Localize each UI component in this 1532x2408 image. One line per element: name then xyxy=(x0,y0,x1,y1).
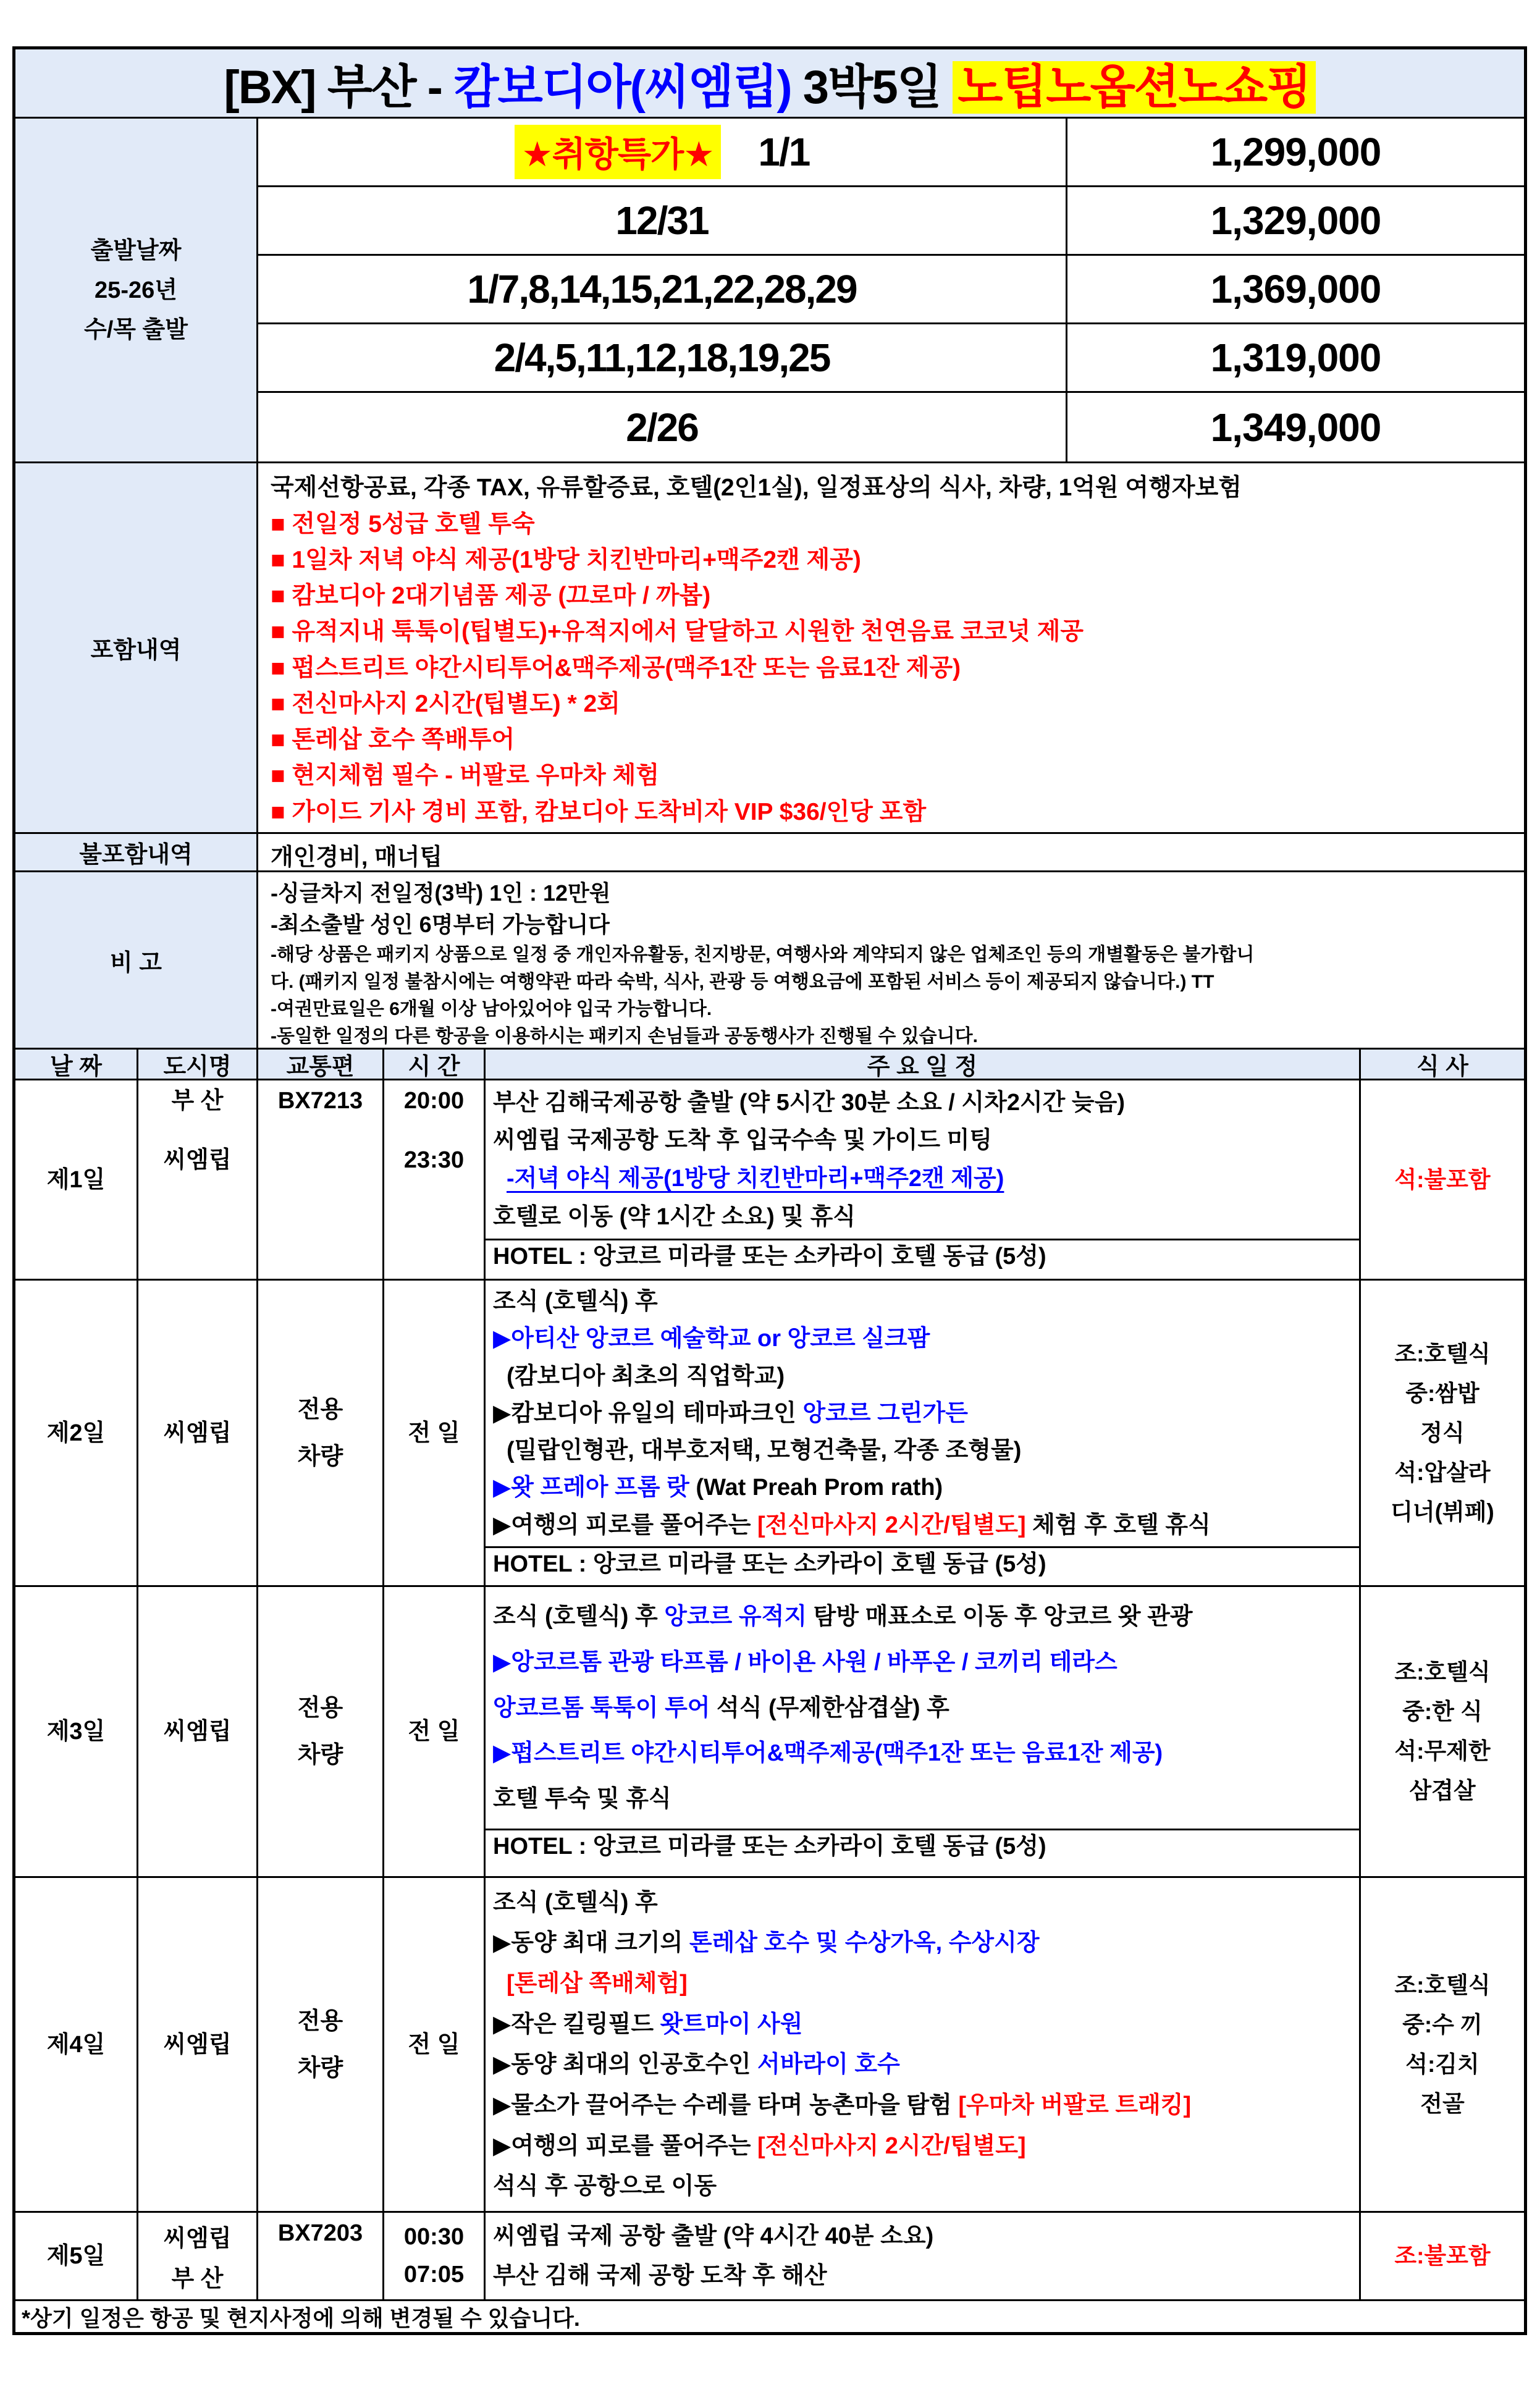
text-segment: ▶작은 킬링필드 xyxy=(493,2011,660,2037)
text-segment: ■ 전일정 5성급 호텔 투숙 xyxy=(271,510,535,537)
meal-cell xyxy=(1361,1587,1524,1876)
text-line xyxy=(404,1143,464,1177)
text-line xyxy=(224,49,1315,117)
text-line xyxy=(1409,1771,1475,1811)
day-label: 제3일 xyxy=(15,1587,138,1876)
departure-dates: 2/26 xyxy=(626,405,698,450)
text-line xyxy=(298,1394,343,1425)
meal-cell xyxy=(1361,1080,1524,1279)
document-title xyxy=(15,49,1524,119)
text-line xyxy=(298,1740,343,1770)
text-segment: -해당 상품은 패키지 상품으로 일정 중 개인자유활동, 친지방문, 여행사와 계약되지 않은 업체조인 등의 개별활동은 불가합니 xyxy=(271,945,1255,965)
text-segment: [톤레삽 쪽배체험] xyxy=(507,1970,688,1997)
time-cell xyxy=(384,2213,486,2299)
text-line xyxy=(258,966,1518,993)
text-segment: ▶ xyxy=(493,1475,511,1501)
text-line xyxy=(1402,2005,1483,2045)
text-segment: HOTEL : 앙코르 미라클 또는 소카라이 호텔 동급 (5성) xyxy=(493,1244,1046,1270)
text-segment: 부 산 xyxy=(171,2266,224,2292)
document-table xyxy=(12,46,1527,2335)
meal-cell xyxy=(1361,1281,1524,1585)
text-line xyxy=(1402,1692,1483,1732)
text-segment: 아티산 앙코르 예술학교 or 앙코르 실크팜 xyxy=(511,1326,930,1352)
included-content xyxy=(258,463,1524,832)
remarks-row xyxy=(15,872,1524,1050)
departure-date-cell xyxy=(258,119,1067,185)
text-segment: 탐방 매표소로 이동 후 앙코르 왓 관광 xyxy=(807,1603,1193,1630)
text-segment: 씨엠립 국제공항 도착 후 입국수속 및 가이드 미팅 xyxy=(493,1127,993,1154)
text-segment: 부산 김해 국제 공항 도착 후 해산 xyxy=(493,2263,827,2289)
text-line xyxy=(486,1087,1359,1119)
included-label: 포함내역 xyxy=(15,463,258,832)
text-line xyxy=(163,1716,231,1747)
time-cell xyxy=(384,1878,486,2211)
text-line xyxy=(258,720,1518,755)
text-segment: 씨엠립 xyxy=(163,2031,232,2058)
text-line xyxy=(258,907,1518,939)
text-line xyxy=(95,277,177,303)
text-line xyxy=(172,2259,224,2293)
transport-cell xyxy=(258,2213,384,2299)
text-segment: 전 일 xyxy=(408,1420,460,1446)
text-segment: (Wat Preah Prom rath) xyxy=(696,1475,943,1501)
text-segment: [전신마사지 2시간/팁별도] xyxy=(757,1512,1026,1538)
text-line xyxy=(1420,1413,1464,1453)
departure-dates-label xyxy=(15,119,258,461)
text-line xyxy=(486,1927,1359,1959)
text-segment: 체험 후 호텔 휴식 xyxy=(1025,1512,1211,1538)
text-line xyxy=(258,612,1518,647)
text-segment: -저녁 야식 제공(1방당 치킨반마리+맥주2캔 제공) xyxy=(507,1165,1004,1192)
schedule-cell xyxy=(486,1878,1361,2211)
text-segment: 왓트마이 사원 xyxy=(660,2011,803,2037)
text-line xyxy=(1420,2084,1464,2124)
text-line xyxy=(486,2048,1359,2081)
excluded-label: 불포함내역 xyxy=(15,834,258,870)
text-segment: -최소출발 성인 6명부터 가능합니다 xyxy=(271,912,610,937)
text-segment: 20:00 xyxy=(403,1088,465,1114)
text-segment: 씨엠립 xyxy=(163,1147,232,1173)
text-line xyxy=(486,1397,1359,1429)
day-label: 제5일 xyxy=(15,2213,138,2299)
text-segment: 전 일 xyxy=(408,2031,460,2058)
text-segment: 씨엠립 xyxy=(163,2226,232,2252)
departure-dates: 1/7,8,14,15,21,22,28,29 xyxy=(467,267,857,311)
text-line xyxy=(258,505,1518,539)
schedule-cell xyxy=(486,1587,1361,1876)
text-line xyxy=(408,1418,460,1449)
text-segment: ■ 펍스트리트 야간시티투어&맥주제공(맥주1잔 또는 음료1잔 제공) xyxy=(271,654,961,681)
text-segment: 석:김치 xyxy=(1405,2051,1479,2077)
text-segment: ■ 현지체험 필수 - 버팔로 우마차 체험 xyxy=(271,762,659,789)
text-segment: ■ 캄보디아 2대기념품 제공 (끄로마 / 까봅) xyxy=(271,583,711,610)
text-line xyxy=(408,2029,460,2060)
text-segment: ■ 톤레삽 호수 쪽배투어 xyxy=(271,726,515,754)
text-line xyxy=(258,576,1518,611)
text-segment: 전골 xyxy=(1420,2090,1465,2116)
text-segment: ▶동양 최대 크기의 xyxy=(493,1930,689,1956)
text-segment: 호텔 투숙 및 휴식 xyxy=(493,1786,671,1812)
text-line xyxy=(1394,1732,1490,1771)
excluded-content xyxy=(258,834,1524,870)
text-line xyxy=(258,756,1518,791)
text-line xyxy=(84,317,188,343)
text-segment: 씨엠립 xyxy=(163,1719,232,1745)
city-cell xyxy=(138,1587,258,1876)
text-line xyxy=(486,1360,1359,1392)
transport-cell xyxy=(258,1080,384,1279)
text-segment: 부 산 xyxy=(171,1088,224,1114)
meal-cell xyxy=(1361,2213,1524,2299)
transport-cell xyxy=(258,1587,384,1876)
text-segment: 조:호텔식 xyxy=(1394,1972,1491,1998)
text-segment: ▶ xyxy=(493,1326,511,1352)
text-line xyxy=(1394,2236,1490,2276)
text-line xyxy=(486,1601,1359,1633)
text-segment: ▶ xyxy=(493,1740,511,1767)
city-cell xyxy=(138,1080,258,1279)
text-segment: 출발날짜 xyxy=(90,237,182,264)
departure-date-cell xyxy=(258,393,1067,461)
text-segment: 수/목 출발 xyxy=(84,316,188,343)
text-segment: *상기 일정은 항공 및 현지사정에 의해 변경될 수 있습니다. xyxy=(22,2305,580,2331)
text-segment: ▶물소가 끌어주는 수레를 타며 농촌마을 탐험 xyxy=(493,2092,959,2118)
text-segment: (캄보디아 최초의 직업학교) xyxy=(507,1363,785,1389)
text-line xyxy=(486,1286,1359,1318)
price-row xyxy=(258,119,1524,187)
text-line xyxy=(258,838,1518,872)
text-segment: 차량 xyxy=(297,1443,343,1470)
col-header-date: 날 짜 xyxy=(15,1050,138,1079)
text-line xyxy=(486,2130,1359,2162)
text-segment: 개인경비, 매너팁 xyxy=(271,844,443,870)
text-line xyxy=(404,1084,464,1118)
price-row xyxy=(258,324,1524,393)
itinerary-row-day5 xyxy=(15,2213,1524,2301)
text-segment: 왓 프레아 프롬 랏 xyxy=(511,1475,696,1501)
text-line xyxy=(486,1471,1359,1504)
text-segment: 톤레삽 호수 및 수상가옥, 수상시장 xyxy=(689,1930,1040,1956)
text-line xyxy=(404,2224,464,2250)
text-line xyxy=(172,1084,224,1118)
text-line xyxy=(486,1434,1359,1467)
price-row xyxy=(258,393,1524,461)
day-label: 제4일 xyxy=(15,1878,138,2211)
text-line xyxy=(298,2006,343,2037)
text-segment: BX7213 xyxy=(277,1088,363,1114)
text-line xyxy=(486,1163,1359,1195)
text-segment: 전용 xyxy=(297,2008,343,2034)
text-line xyxy=(163,1418,231,1449)
text-line xyxy=(298,1441,343,1472)
text-line xyxy=(163,2219,231,2253)
text-segment: 석:불포함 xyxy=(1394,1166,1491,1192)
text-segment: -동일한 일정의 다른 항공을 이용하시는 패키지 손님들과 공동행사가 진행될 수 있습니다. xyxy=(271,1026,978,1046)
text-segment: 노팁노옵션노쇼핑 xyxy=(953,61,1315,114)
text-segment: [우마차 버팔로 트래킹] xyxy=(958,2092,1192,2118)
text-line xyxy=(1394,1334,1490,1374)
text-line xyxy=(258,993,1518,1021)
text-segment: 조식 (호텔식) 후 xyxy=(493,1603,665,1630)
text-line xyxy=(486,1968,1359,2000)
text-segment: 디너(뷔페) xyxy=(1391,1499,1494,1525)
text-line xyxy=(486,1692,1359,1724)
time-cell xyxy=(384,1587,486,1876)
text-line xyxy=(1394,1966,1490,2005)
price-value: 1,319,000 xyxy=(1210,335,1381,380)
remarks-content xyxy=(258,872,1524,1048)
departure-dates: 1/1 xyxy=(758,130,810,174)
text-segment: ■ 유적지내 툭툭이(팁별도)+유적지에서 달달하고 시원한 천연음료 코코넛 제공 xyxy=(271,618,1084,646)
text-segment: 서바라이 호수 xyxy=(757,2052,900,2078)
text-line xyxy=(486,1509,1359,1541)
text-segment: 조:호텔식 xyxy=(1394,1659,1491,1685)
text-segment: 펍스트리트 야간시티투어&맥주제공(맥주1잔 또는 음료1잔 제공) xyxy=(511,1740,1163,1767)
departure-dates: 12/31 xyxy=(615,198,709,243)
text-segment: 전 일 xyxy=(408,1719,460,1745)
text-line xyxy=(486,1646,1359,1678)
itinerary-header-row xyxy=(15,1050,1524,1080)
text-segment: 전용 xyxy=(297,1396,343,1423)
text-segment: 차량 xyxy=(297,1742,343,1768)
departure-price-table xyxy=(15,119,1524,463)
text-segment: 조:불포함 xyxy=(1394,2243,1491,2268)
city-cell xyxy=(138,1281,258,1585)
schedule-cell xyxy=(486,2213,1361,2299)
col-header-meal: 식 사 xyxy=(1416,1054,1468,1080)
text-line xyxy=(258,876,1518,907)
departure-date-cell xyxy=(258,256,1067,322)
text-segment: -싱글차지 전일정(3박) 1인 : 12만원 xyxy=(271,880,611,906)
price-value: 1,329,000 xyxy=(1210,198,1381,243)
text-segment: 캄보디아(씨엠립) xyxy=(453,61,791,114)
meal-cell xyxy=(1361,1878,1524,2211)
text-line xyxy=(408,1716,460,1747)
itinerary-row-day2 xyxy=(15,1281,1524,1587)
text-segment: 호텔로 이동 (약 1시간 소요) 및 휴식 xyxy=(493,1203,856,1230)
text-line xyxy=(1405,2045,1479,2084)
schedule-cell xyxy=(486,1080,1361,1279)
text-segment: 석:무제한 xyxy=(1394,1738,1491,1764)
text-line xyxy=(486,1829,1359,1863)
text-line xyxy=(278,2216,363,2250)
text-segment: ■ 가이드 기사 경비 포함, 캄보디아 도착비자 VIP $36/인당 포함 xyxy=(271,798,927,825)
text-segment: 앙코르톰 관광 타프롬 / 바이욘 사원 / 바푸온 / 코끼리 테라스 xyxy=(511,1649,1117,1675)
text-line xyxy=(91,238,182,264)
text-segment: 25-26년 xyxy=(95,277,177,303)
text-line xyxy=(486,2220,1359,2252)
text-line xyxy=(404,2262,464,2288)
text-segment: 앙코르톰 툭툭이 투어 xyxy=(493,1694,710,1721)
text-line xyxy=(258,1021,1518,1048)
text-line xyxy=(486,1783,1359,1815)
time-cell xyxy=(384,1080,486,1279)
text-line xyxy=(258,541,1518,575)
departure-date-cell xyxy=(258,187,1067,254)
text-segment: ▶캄보디아 유일의 테마파크인 xyxy=(493,1400,803,1426)
text-line xyxy=(258,793,1518,827)
text-segment: (밀랍인형관, 대부호저택, 모형건축물, 각종 조형물) xyxy=(507,1438,1022,1464)
text-segment: 조식 (호텔식) 후 xyxy=(493,1889,658,1916)
text-line xyxy=(298,1693,343,1724)
text-segment: HOTEL : 앙코르 미라클 또는 소카라이 호텔 동급 (5성) xyxy=(493,1551,1046,1577)
footer-note xyxy=(15,2301,1524,2332)
text-line xyxy=(486,2170,1359,2202)
text-segment: ■ 1일차 저녁 야식 제공(1방당 치킨반마리+맥주2캔 제공) xyxy=(271,546,861,573)
text-segment: ▶여행의 피로를 풀어주는 xyxy=(493,2132,757,2159)
text-segment: 삼겹살 xyxy=(1409,1778,1476,1803)
transport-cell xyxy=(258,1281,384,1585)
text-segment: 씨엠립 xyxy=(163,1420,232,1446)
text-line xyxy=(486,1546,1359,1580)
text-segment: [BX] 부산 - xyxy=(224,61,454,114)
col-header-city: 도시명 xyxy=(138,1050,258,1079)
text-segment: 조:호텔식 xyxy=(1394,1341,1491,1366)
text-segment: HOTEL : 앙코르 미라클 또는 소카라이 호텔 동급 (5성) xyxy=(493,1833,1046,1860)
text-segment: -여권만료일은 6개월 이상 남아있어야 입국 가능합니다. xyxy=(271,999,712,1019)
text-line xyxy=(1394,1453,1490,1492)
text-segment: 07:05 xyxy=(403,2262,465,2288)
text-segment: 석식 (무제한삼겹살) 후 xyxy=(710,1694,949,1721)
text-segment: BX7203 xyxy=(277,2220,363,2246)
text-line xyxy=(1394,1652,1490,1692)
itinerary-row-day1 xyxy=(15,1080,1524,1281)
price-value: 1,299,000 xyxy=(1210,130,1381,174)
text-segment: ■ 전신마사지 2시간(팁별도) * 2회 xyxy=(271,690,620,717)
text-segment: 국제선항공료, 각종 TAX, 유류할증료, 호텔(2인1실), 일정표상의 식사, 차량, 1억원 여행자보험 xyxy=(271,474,1242,502)
text-segment: [전신마사지 2시간/팁별도] xyxy=(757,2132,1026,2159)
transport-cell xyxy=(258,1878,384,2211)
text-line xyxy=(258,468,1518,503)
text-line xyxy=(15,2301,580,2333)
day-label: 제2일 xyxy=(15,1281,138,1585)
text-segment: 중:수 끼 xyxy=(1402,2011,1483,2037)
text-segment: 다. (패키지 일정 불참시에는 여행약관 따라 숙박, 식사, 관광 등 여행요금에 포함된 서비스 등이 제공되지 않습니다.) TT xyxy=(271,972,1214,992)
day-label: 제1일 xyxy=(15,1080,138,1279)
text-segment: 중:한 식 xyxy=(1402,1699,1483,1724)
col-header-time: 시 간 xyxy=(384,1050,486,1079)
text-line xyxy=(1394,1160,1490,1200)
special-offer-badge: ★취항특가★ xyxy=(515,125,722,179)
schedule-cell xyxy=(486,1281,1361,1585)
remarks-label: 비 고 xyxy=(15,872,258,1048)
text-line xyxy=(163,1143,231,1177)
excluded-items-row xyxy=(15,834,1524,872)
text-segment: 씨엠립 국제 공항 출발 (약 4시간 40분 소요) xyxy=(493,2223,934,2249)
text-line xyxy=(278,1084,363,1118)
included-items-row xyxy=(15,463,1524,834)
text-segment: 중:쌈밥 xyxy=(1405,1380,1479,1406)
text-segment: 부산 김해국제공항 출발 (약 5시간 30분 소요 / 시차2시간 늦음) xyxy=(493,1089,1125,1116)
price-value: 1,369,000 xyxy=(1210,267,1381,311)
text-segment: 조식 (호텔식) 후 xyxy=(493,1289,658,1315)
departure-date-cell xyxy=(258,324,1067,391)
time-cell xyxy=(384,1281,486,1585)
text-segment: 앙코르 그린가든 xyxy=(802,1400,968,1426)
text-line xyxy=(486,1323,1359,1355)
text-segment: 전용 xyxy=(297,1695,343,1721)
text-segment: 앙코르 유적지 xyxy=(664,1603,807,1630)
text-line xyxy=(486,1737,1359,1769)
itinerary-row-day4 xyxy=(15,1878,1524,2213)
text-line xyxy=(163,2029,231,2060)
text-line xyxy=(486,1124,1359,1156)
text-segment: 3박5일 xyxy=(791,61,953,114)
text-segment: ▶여행의 피로를 풀어주는 xyxy=(493,1512,757,1538)
text-line xyxy=(486,1887,1359,1919)
text-segment: 정식 xyxy=(1420,1420,1465,1446)
text-line xyxy=(486,2089,1359,2121)
departure-dates: 2/4,5,11,12,18,19,25 xyxy=(494,335,830,380)
text-segment: 석:압살라 xyxy=(1394,1459,1491,1485)
itinerary-row-day3 xyxy=(15,1587,1524,1878)
text-line xyxy=(486,1201,1359,1233)
text-line xyxy=(258,684,1518,719)
text-line xyxy=(486,2008,1359,2040)
text-line xyxy=(486,1239,1359,1273)
text-segment: 차량 xyxy=(297,2055,343,2081)
text-line xyxy=(298,2053,343,2084)
text-segment: ▶동양 최대의 인공호수인 xyxy=(493,2052,757,2078)
col-header-schedule: 주 요 일 정 xyxy=(486,1050,1361,1079)
text-segment: ▶ xyxy=(493,1649,511,1675)
city-cell xyxy=(138,2213,258,2299)
text-segment: 00:30 xyxy=(403,2224,465,2250)
text-line xyxy=(258,939,1518,966)
col-header-transport: 교통편 xyxy=(258,1050,384,1079)
text-segment: 23:30 xyxy=(403,1147,465,1173)
text-line xyxy=(486,2260,1359,2292)
price-value: 1,349,000 xyxy=(1210,405,1381,450)
text-line xyxy=(1391,1492,1494,1532)
price-rows xyxy=(258,119,1524,461)
text-line xyxy=(1405,1374,1479,1413)
text-segment: 석식 후 공항으로 이동 xyxy=(493,2173,717,2200)
price-row xyxy=(258,187,1524,256)
text-line xyxy=(258,649,1518,683)
price-row xyxy=(258,256,1524,324)
city-cell xyxy=(138,1878,258,2211)
